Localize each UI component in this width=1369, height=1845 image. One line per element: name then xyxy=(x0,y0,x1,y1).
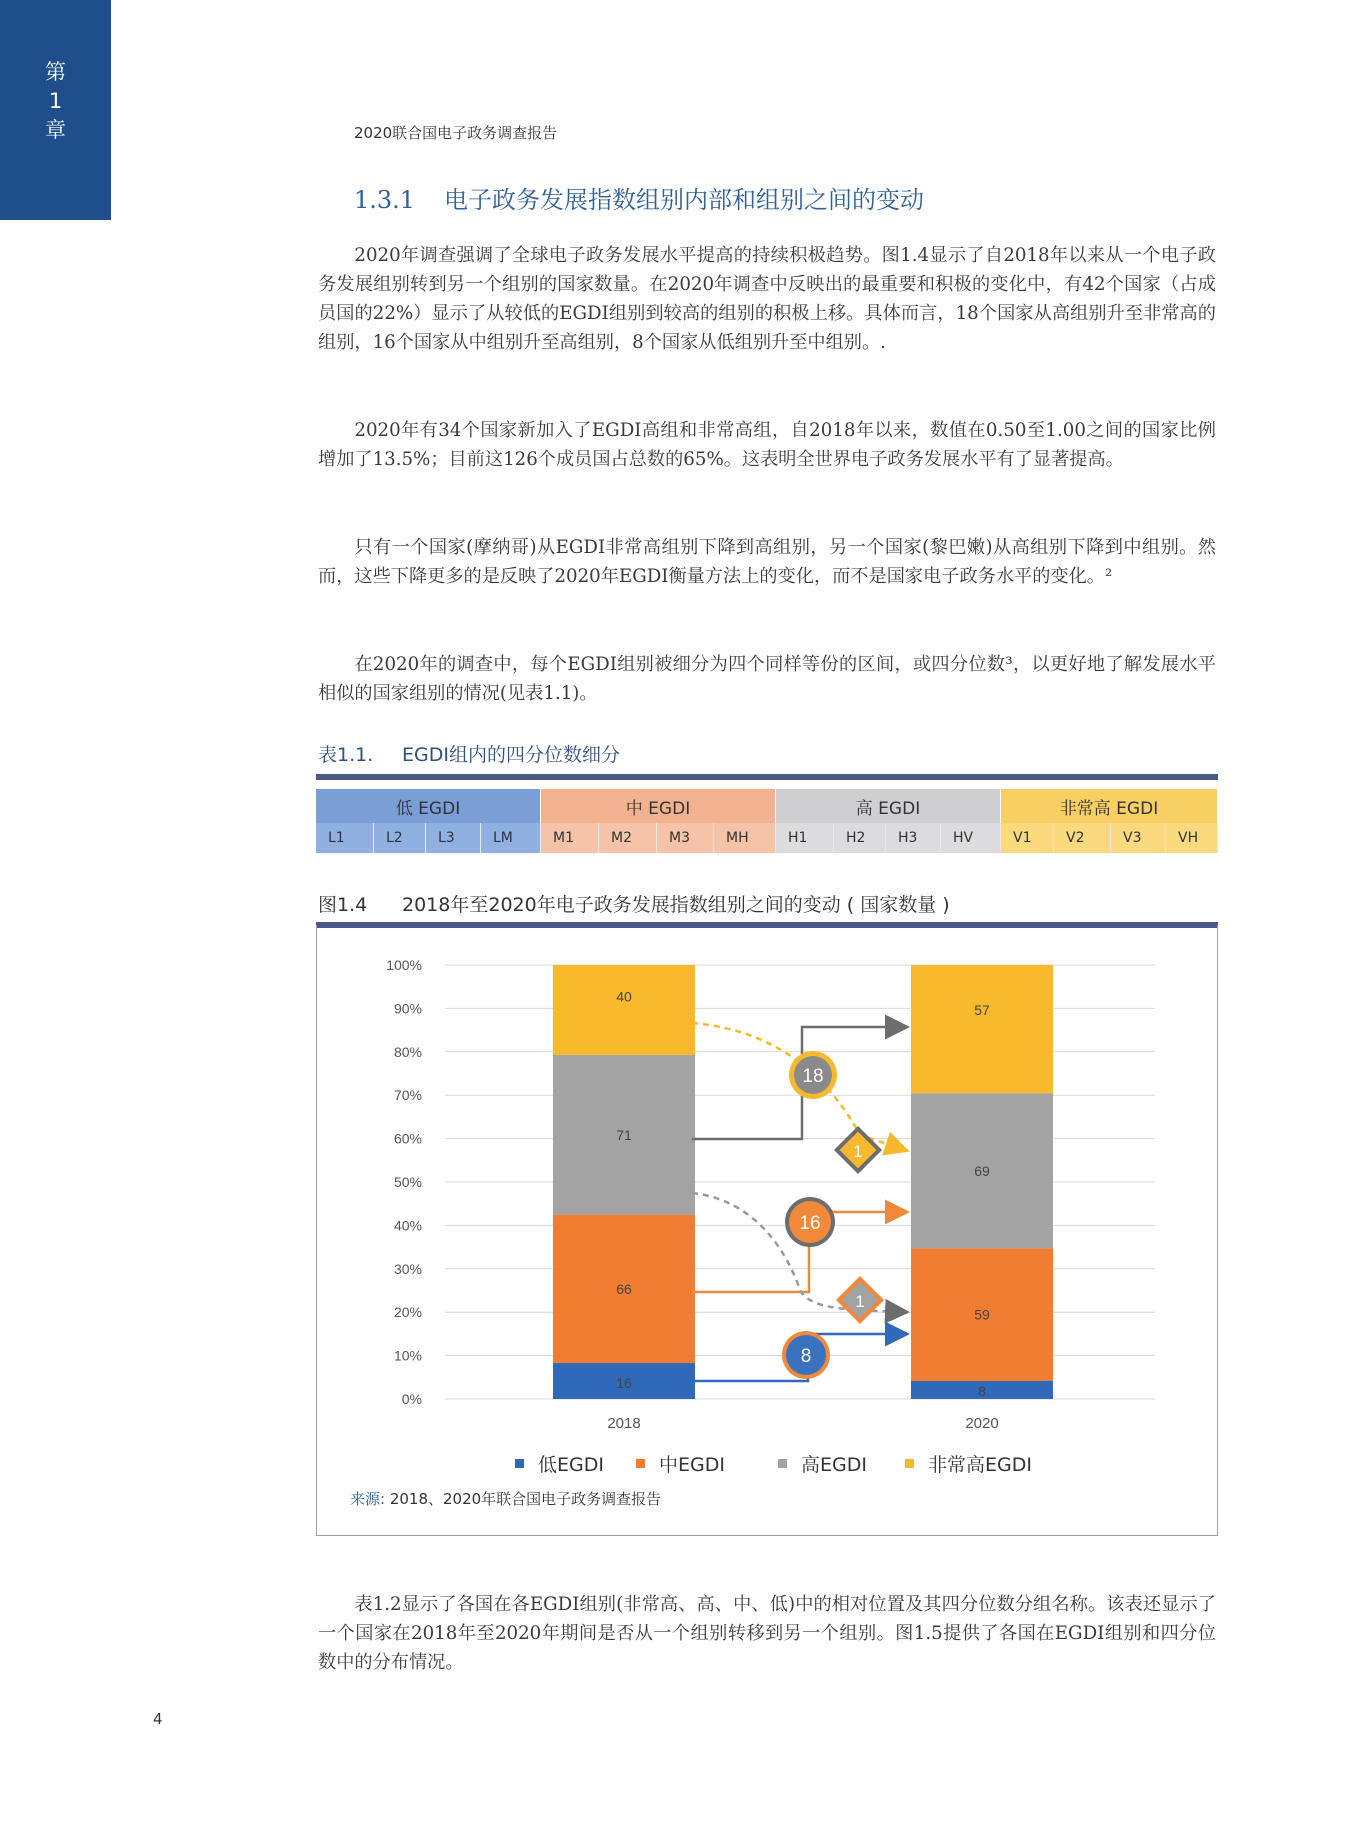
section-number: 1.3.1 xyxy=(354,186,416,214)
quartile-group-3: 非常高 EGDI xyxy=(1001,789,1218,823)
legend-item xyxy=(905,1450,1032,1477)
bar-segment xyxy=(911,965,1053,1093)
y-tick-label: 0% xyxy=(401,1391,422,1407)
legend-label: 高EGDI xyxy=(801,1454,867,1476)
chapter-tab-line1: 第 xyxy=(45,60,66,84)
transition-count-8: 8 xyxy=(800,1346,812,1367)
y-tick-label: 80% xyxy=(393,1043,422,1060)
chapter-tab-line2: 1 xyxy=(48,89,63,113)
x-tick-label: 2018 xyxy=(607,1415,641,1432)
chapter-tab-line3: 章 xyxy=(45,118,66,142)
running-head: 2020联合国电子政务调查报告 xyxy=(354,124,558,142)
y-tick-label: 60% xyxy=(393,1130,422,1147)
figure-source-note xyxy=(350,1488,661,1509)
transition-count-16: 16 xyxy=(799,1213,821,1234)
page-number: 4 xyxy=(153,1710,163,1728)
section-title: 电子政务发展指数组别内部和组别之间的变动 xyxy=(444,186,924,214)
paragraph-2: 2020年有34个国家新加入了EGDI高组和非常高组，自2018年以来，数值在0.50至1.00之间的国家比例增加了13.5%；目前这126个成员国占总数的65%。这表明全世界电子政务发展水平有了显著提高。 xyxy=(318,420,1216,470)
transition-badge-18 xyxy=(789,1051,837,1099)
y-tick-label: 20% xyxy=(393,1304,422,1321)
quartile-group-1: 中 EGDI xyxy=(541,789,776,823)
transition-badge-8 xyxy=(782,1331,830,1379)
legend-swatch xyxy=(778,1459,787,1468)
paragraph-3: 只有一个国家(摩纳哥)从EGDI非常高组别下降到高组别，另一个国家(黎巴嫩)从高组别下降到中组别。然而，这些下降更多的是反映了2020年EGDI衡量方法上的变化，而不是国家电子政务水平的变化。² xyxy=(318,537,1216,587)
legend-item xyxy=(778,1450,867,1477)
quartile-cell-mh: MH xyxy=(714,823,776,853)
x-tick-label: 2020 xyxy=(965,1415,999,1432)
data-label: 16 xyxy=(616,1374,632,1391)
quartile-cell-v2: V2 xyxy=(1054,823,1111,853)
quartile-cell-vh: VH xyxy=(1166,823,1218,853)
quartile-cell-m3: M3 xyxy=(657,823,714,853)
source-text: 2018、2020年联合国电子政务调查报告 xyxy=(385,1490,662,1508)
legend-swatch xyxy=(515,1459,524,1468)
y-tick-label: 50% xyxy=(393,1174,422,1190)
y-tick-label: 100% xyxy=(386,957,422,973)
paragraph-5: 表1.2显示了各国在各EGDI组别(非常高、高、中、低)中的相对位置及其四分位数分组名称。该表还显示了一个国家在2018年至2020年期间是否从一个组别转移到另一个组别。图1.5提供了各国在EGDI组别和四分位数中的分布情况。 xyxy=(318,1594,1216,1673)
legend-item xyxy=(515,1450,604,1477)
quartile-cell-h2: H2 xyxy=(834,823,886,853)
transition-badge-1-down-vh xyxy=(837,1129,879,1171)
figure-title: 2018年至2020年电子政务发展指数组别之间的变动 ( 国家数量 ) xyxy=(402,894,950,916)
table-title: EGDI组内的四分位数细分 xyxy=(402,744,620,766)
transition-count-1-vh: 1 xyxy=(853,1142,863,1161)
quartile-cell-l3: L3 xyxy=(426,823,481,853)
data-label: 69 xyxy=(974,1162,990,1179)
quartile-cell-l2: L2 xyxy=(374,823,426,853)
legend-swatch xyxy=(636,1459,645,1468)
quartile-cell-h1: H1 xyxy=(776,823,834,853)
quartile-cell-l1: L1 xyxy=(316,823,374,853)
legend-swatch xyxy=(905,1459,914,1468)
paragraph-1: 2020年调查强调了全球电子政务发展水平提高的持续积极趋势。图1.4显示了自2018年以来从一个电子政务发展组别转到另一个组别的国家数量。在2020年调查中反映出的最重要和积极的变化中，有42个国家（占成员国的22%）显示了从较低的EGDI组别到较高的组别的积极上移。具体而言，18个国家从高组别升至非常高的组别，16个国家从中组别升至高组别，8个国家从低组别升至中组别。. xyxy=(318,245,1216,353)
legend-label: 中EGDI xyxy=(659,1454,725,1476)
transition-count-1-h: 1 xyxy=(855,1292,865,1311)
data-label: 40 xyxy=(616,988,632,1005)
quartile-cell-hv: HV xyxy=(941,823,1001,853)
data-label: 59 xyxy=(974,1306,990,1323)
y-tick-label: 40% xyxy=(393,1217,422,1234)
table-label: 表1.1. xyxy=(318,744,374,766)
source-label: 来源: xyxy=(350,1490,386,1508)
quartile-cell-lm: LM xyxy=(481,823,541,853)
quartile-cell-m2: M2 xyxy=(599,823,657,853)
quartile-group-2: 高 EGDI xyxy=(776,789,1001,823)
y-tick-label: 30% xyxy=(393,1260,422,1277)
paragraph-4: 在2020年的调查中，每个EGDI组别被细分为四个同样等份的区间，或四分位数³，以更好地了解发展水平相似的国家组别的情况(见表1.1)。 xyxy=(318,654,1216,704)
quartile-cell-v3: V3 xyxy=(1111,823,1166,853)
quartile-cell-h3: H3 xyxy=(886,823,941,853)
data-label: 8 xyxy=(978,1382,986,1399)
quartile-cell-v1: V1 xyxy=(1001,823,1054,853)
data-label: 71 xyxy=(616,1126,632,1143)
transition-count-18: 18 xyxy=(802,1066,824,1087)
y-tick-label: 70% xyxy=(393,1087,422,1104)
transition-badge-16 xyxy=(785,1197,835,1247)
bar-segment xyxy=(553,965,695,1055)
quartile-cell-m1: M1 xyxy=(541,823,599,853)
quartile-group-0: 低 EGDI xyxy=(316,789,541,823)
legend-label: 低EGDI xyxy=(538,1454,604,1476)
data-label: 57 xyxy=(974,1001,990,1018)
data-label: 66 xyxy=(616,1280,632,1297)
transition-badge-1-down-h xyxy=(839,1279,881,1321)
figure-label: 图1.4 xyxy=(318,894,368,916)
y-tick-label: 10% xyxy=(393,1347,422,1364)
legend-item xyxy=(636,1450,725,1477)
y-tick-label: 90% xyxy=(393,1000,422,1017)
legend-label: 非常高EGDI xyxy=(928,1454,1032,1476)
